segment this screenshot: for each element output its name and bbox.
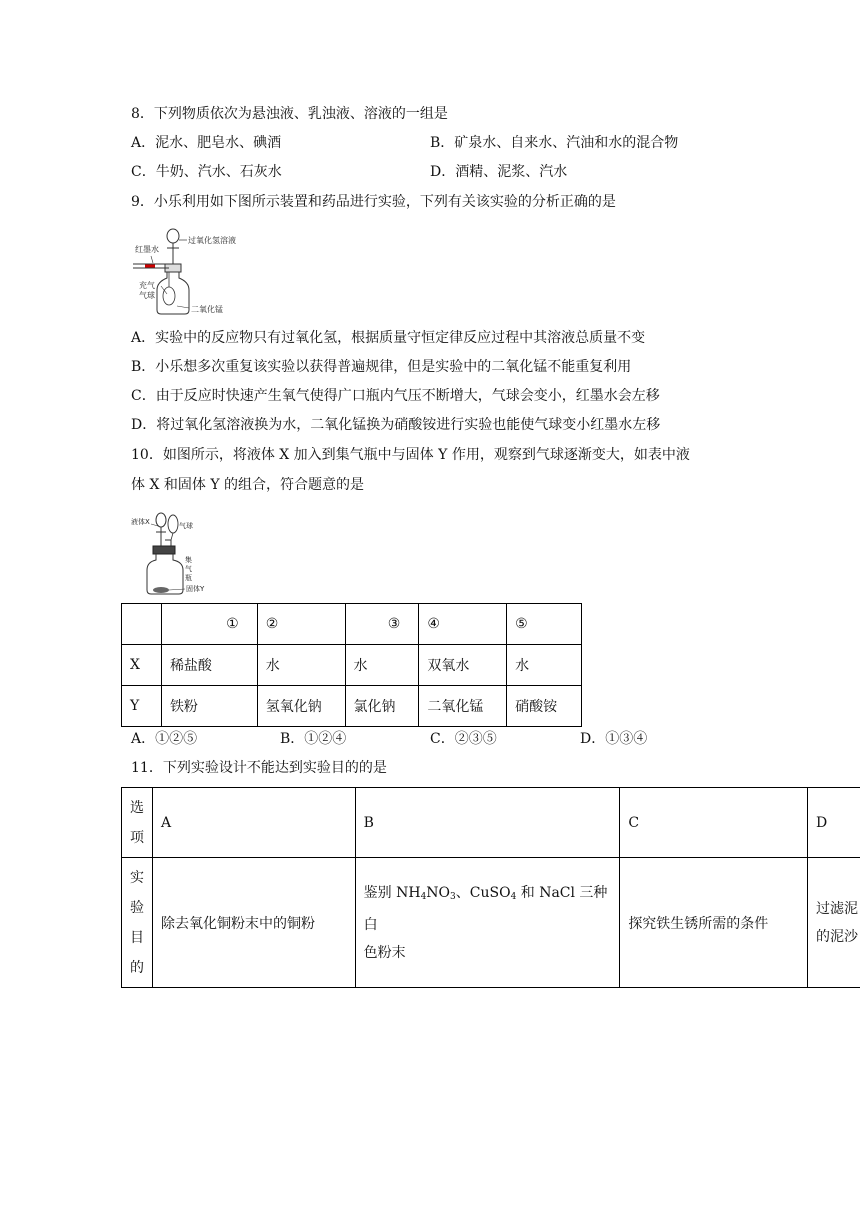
label-ji: 集 (185, 556, 192, 564)
label-liquid-x: 液体X (131, 518, 150, 526)
text-fragment: NO (426, 884, 451, 901)
table-cell: ④ (419, 604, 507, 645)
table-cell-char: 验 (129, 899, 144, 916)
table-cell: 铁粉 (161, 686, 257, 727)
text-fragment: 、CuSO (455, 884, 511, 901)
table-cell-char: 实 (129, 869, 144, 886)
q10-stem-line-1: 10．如图所示，将液体 X 加入到集气瓶中与固体 Y 作用，观察到气球逐渐变大，如表中液 (131, 447, 690, 463)
table-cell: ⑤ (507, 604, 582, 645)
label-solid-y: 固体Y (186, 585, 205, 593)
table-cell: 探究铁生锈所需的条件 (620, 858, 808, 988)
q9-option-a: A．实验中的反应物只有过氧化氢，根据质量守恒定律反应过程中其溶液总质量不变 (131, 330, 646, 346)
table-header-row (122, 788, 860, 858)
option-header-cell (122, 788, 153, 858)
table-cell: 除去氧化铜粉末中的铜粉 (152, 858, 355, 988)
label-balloon-1: 充气 (139, 281, 155, 290)
table-cell: ② (257, 604, 345, 645)
table-cell: D (808, 788, 860, 858)
q9-apparatus-figure (131, 226, 251, 318)
table-cell: X (122, 645, 162, 686)
q9-stem: 9．小乐利用如下图所示装置和药品进行实验，下列有关该实验的分析正确的是 (131, 194, 616, 210)
table-cell: A (152, 788, 355, 858)
text-fragment: 鉴别 NH (363, 884, 421, 901)
q8-option-b: B．矿泉水、自来水、汽油和水的混合物 (430, 135, 679, 151)
q10-table (121, 603, 582, 727)
table-cell: 硝酸铵 (507, 686, 582, 727)
table-cell: ③ (345, 604, 419, 645)
table-cell-char: 项 (129, 829, 144, 846)
table-cell-char: 选 (129, 799, 144, 816)
table-header-row (122, 604, 582, 645)
label-red-ink: 红墨水 (135, 245, 159, 254)
table-cell: C (620, 788, 808, 858)
q11-table (121, 787, 860, 988)
text-fragment: 过滤泥 (816, 900, 859, 917)
table-cell (355, 858, 620, 988)
q9-option-b: B．小乐想多次重复该实验以获得普遍规律，但是实验中的二氧化锰不能重复利用 (131, 359, 632, 375)
label-balloon: 气球 (179, 522, 193, 530)
q9-option-c: C．由于反应时快速产生氧气使得广口瓶内气压不断增大，气球会变小，红墨水会左移 (131, 388, 660, 404)
q9-option-d: D．将过氧化氢溶液换为水，二氧化锰换为硝酸铵进行实验也能使气球变小红墨水左移 (131, 417, 661, 433)
text-fragment: 和 NaCl 三种白 (363, 884, 608, 933)
label-ping: 瓶 (185, 574, 192, 582)
table-cell: Y (122, 686, 162, 727)
q10-apparatus-figure (131, 510, 221, 596)
subscript: 4 (510, 891, 517, 902)
red-ink-drop (145, 265, 155, 268)
table-cell (808, 858, 860, 988)
q8-option-d: D．酒精、泥浆、汽水 (430, 164, 568, 180)
table-cell: 二氧化锰 (419, 686, 507, 727)
label-mno2: 二氧化锰 (191, 305, 223, 314)
q10-stem-line-2: 体 X 和固体 Y 的组合，符合题意的是 (131, 477, 365, 493)
table-cell: 稀盐酸 (161, 645, 257, 686)
q8-option-a: A．泥水、肥皂水、碘酒 (131, 135, 282, 151)
table-cell: 氢氧化钠 (257, 686, 345, 727)
table-cell: 双氧水 (419, 645, 507, 686)
subscript: 3 (450, 891, 456, 902)
table-cell: 水 (257, 645, 345, 686)
table-cell-char: 目 (129, 929, 144, 946)
q10-option-a: A．①②⑤ (131, 731, 198, 747)
label-qi: 气 (185, 565, 192, 573)
label-h2o2: 过氧化氢溶液 (188, 236, 236, 245)
q8-stem: 8．下列物质依次为悬浊液、乳浊液、溶液的一组是 (131, 106, 448, 122)
q8-option-c: C．牛奶、汽水、石灰水 (131, 164, 282, 180)
solid-y-pile (153, 587, 169, 593)
q10-option-b: B．①②④ (280, 731, 347, 747)
table-cell: B (355, 788, 620, 858)
q10-option-d: D．①③④ (580, 731, 648, 747)
table-cell (122, 604, 162, 645)
table-cell: 水 (507, 645, 582, 686)
label-balloon-2: 气球 (139, 291, 155, 300)
text-fragment: 色粉末 (363, 944, 406, 961)
table-cell: 氯化钠 (345, 686, 419, 727)
q10-option-c: C．②③⑤ (430, 731, 497, 747)
purpose-header-cell (122, 858, 153, 988)
table-row (122, 645, 582, 686)
text-fragment: 的泥沙 (816, 928, 859, 945)
q11-table-clip (121, 787, 860, 991)
subscript: 4 (420, 891, 427, 902)
table-row (122, 686, 582, 727)
table-cell-char: 的 (129, 959, 144, 976)
table-cell: 水 (345, 645, 419, 686)
q11-stem: 11．下列实验设计不能达到实验目的的是 (131, 760, 387, 776)
table-row (122, 858, 860, 988)
table-cell: ① (161, 604, 257, 645)
